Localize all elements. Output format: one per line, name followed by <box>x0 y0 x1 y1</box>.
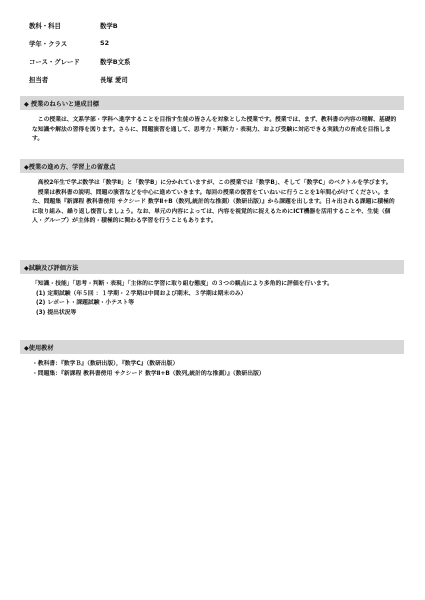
section-evaluation-title: ◆試験及び評価方法 <box>20 260 404 274</box>
course-value: 数学B文系 <box>100 57 131 66</box>
evaluation-item-2: (2) レポート・課題試験・小テスト等 <box>36 300 135 306</box>
materials-item-textbook: ・教科書：『数学Ｂ』（数研出版），『数学C』（数研出版） <box>32 361 179 367</box>
section-aims <box>20 96 404 145</box>
meta-row-grade <box>29 34 389 52</box>
method-paragraph-1: 高校2年生で学ぶ数学は「数学Ⅱ」と「数学B」に分かれていますが、この授業では「数学B」、そして「数学C」のベクトルを学びます。 <box>37 180 392 186</box>
evaluation-item-3: (3) 提出状況等 <box>36 309 77 316</box>
section-aims-body <box>20 110 404 145</box>
section-materials <box>20 340 404 379</box>
meta-row-subject <box>29 16 389 34</box>
meta-row-course <box>29 52 389 70</box>
evaluation-item-1: (1) 定期試験（年５回 ：１学期・２学期は中間および期末、３学期は期末のみ） <box>36 290 247 297</box>
section-evaluation-body <box>20 274 404 318</box>
section-materials-body <box>20 354 404 379</box>
course-label: コース・グレード <box>29 57 80 66</box>
subject-label: 教科・科目 <box>29 21 61 30</box>
evaluation-intro: 「知識・技能」「思考・判断・表現」「主体的に学習に取り組む態度」の３つの観点により多角的に評価を行います。 <box>32 281 333 287</box>
section-method-title: ◆授業の進め方、学習上の留意点 <box>20 159 404 173</box>
teacher-label: 担当者 <box>29 75 49 84</box>
course-meta <box>29 16 389 88</box>
aims-text: この授業は、文系学部・学科へ進学することを目指す生徒の皆さんを対象とした授業です。授業では、まず、教科書の内容の理解、基礎的な知識や解法の習得を図ります。さらに、問題演習を通して、思考力・判断力・表現力、および受験に対応できる実践力の育成を目指します。 <box>32 117 397 142</box>
section-method-body <box>20 173 404 227</box>
method-paragraph-2: 授業は教科書の説明、問題の演習などを中心に進めていきます。毎回の授業の復習をていねいに行うことを1年間心がけてください。また、問題集『新課程 教科書傍用 サクシード 数学Ⅱ+B（数列,統計的な推測）（数研出版）』から課題を出します。日々出される課題に積極的に取り組み、繰り返し復習しましょう。なお、単元の内容によっては、内容を視覚的に捉えるためにICT機器を活用することや、生徒（個人・グループ）が主体的・積極的に関わる学習を行うこともあります。 <box>32 189 395 224</box>
meta-row-teacher <box>29 70 389 88</box>
subject-value: 数学B <box>100 21 118 30</box>
section-aims-title: ◆ 授業のねらいと達成目標 <box>20 96 404 110</box>
grade-label: 学年・クラス <box>29 39 68 48</box>
grade-value: S2 <box>100 39 110 47</box>
materials-item-workbook: ・問題集：『新課程 教科書傍用 サクシード 数学Ⅱ+B（数列,統計的な推測）』（数研出版） <box>32 370 265 377</box>
section-evaluation <box>20 260 404 318</box>
section-materials-title: ◆使用教材 <box>20 340 404 354</box>
teacher-value: 長塚 愛司 <box>100 75 128 84</box>
section-method <box>20 159 404 227</box>
